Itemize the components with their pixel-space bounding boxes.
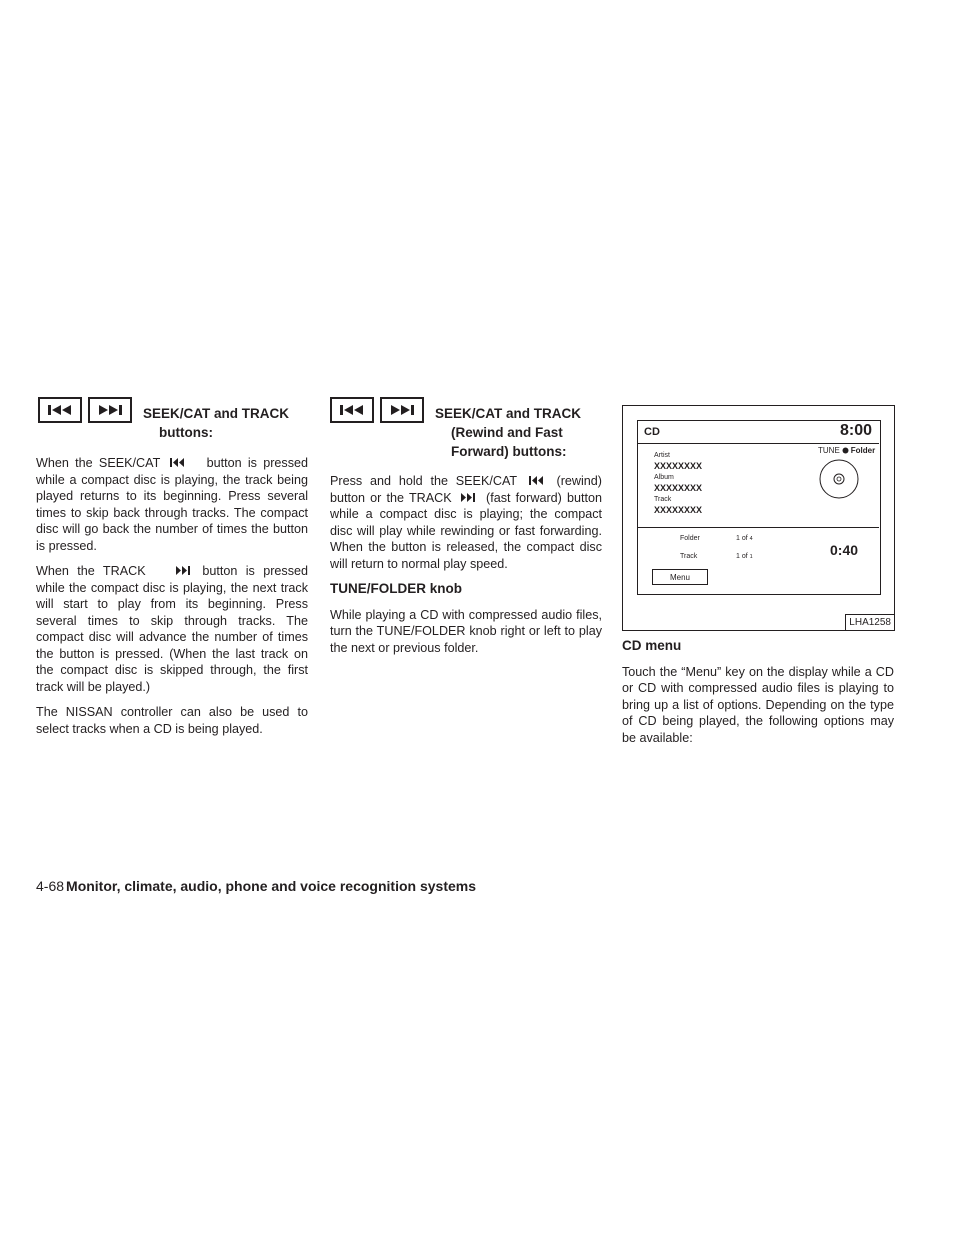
skip-previous-icon <box>168 457 198 468</box>
clock: 8:00 <box>839 422 872 439</box>
track-button-symbol <box>380 397 424 423</box>
col1-heading <box>143 404 289 442</box>
elapsed-time: 0:40 <box>830 542 859 558</box>
knob-icon <box>842 447 849 454</box>
col2-heading-line3: Forward) buttons: <box>451 444 567 459</box>
source-label: CD <box>644 426 660 438</box>
col2-paragraph-1: Press and hold the SEEK/CAT (rewind) button or the TRACK (fast forward) button while a compact disc is playing; the compact disc will play while rewinding or fast forwarding. When the button is released, the compact disc will return to normal play speed. <box>330 474 603 571</box>
figure-id: LHA1258 <box>845 614 894 630</box>
skip-next-icon <box>95 404 125 416</box>
skip-previous-icon <box>527 475 547 486</box>
skip-next-icon <box>156 565 192 576</box>
menu-button[interactable]: Menu <box>652 569 708 585</box>
col1-paragraph-3: The NISSAN controller can also be used to select tracks when a CD is being played. <box>36 705 308 736</box>
col2-body <box>330 473 602 665</box>
skip-next-icon <box>459 492 479 503</box>
track-row-value: 1 of 1 <box>736 553 753 560</box>
col2-heading <box>435 404 581 461</box>
disc-icon <box>818 458 860 500</box>
col2-heading-line2: (Rewind and Fast <box>451 425 563 440</box>
seek-cat-button-symbol <box>38 397 82 423</box>
track-row-label: Track <box>680 553 698 560</box>
page-footer <box>36 878 476 894</box>
skip-previous-icon <box>45 404 75 416</box>
seek-cat-button-symbol <box>330 397 374 423</box>
track-value: XXXXXXXX <box>654 505 703 515</box>
col1-paragraph-2: When the TRACK button is pressed while the compact disc is playing, the next track will start to play from its beginning. Press several times to skip through tracks. The compact disc will advance the number of times the button is pressed. (When the last track on the compact disc is skipped through, the first track will be played.) <box>36 564 309 694</box>
col3-paragraph-1: Touch the “Menu” key on the display while a CD or CD with compressed audio files is playing to bring up a list of options. Depending on the type of CD being played, the following options may be available: <box>622 664 894 745</box>
track-button-symbol <box>88 397 132 423</box>
skip-next-icon <box>387 404 417 416</box>
tune-folder-heading: TUNE/FOLDER knob <box>330 581 462 596</box>
col1-paragraph-1: When the SEEK/CAT button is pressed while a compact disc is playing, the track being played returns to its beginning. Press several times to skip back through tracks. The compact disc will go back the number of times the button is pressed. <box>36 456 309 553</box>
album-value: XXXXXXXX <box>654 483 703 493</box>
info-divider <box>638 527 879 528</box>
section-title: Monitor, climate, audio, phone and voice recognition systems <box>66 878 476 894</box>
skip-previous-icon <box>337 404 367 416</box>
col2-paragraph-2: While playing a CD with compressed audio files, turn the TUNE/FOLDER knob right or left to play the next or previous folder. <box>330 607 602 655</box>
col1-heading-line2: buttons: <box>159 425 213 440</box>
folder-row-label: Folder <box>680 535 700 542</box>
album-label: Album <box>654 474 674 481</box>
artist-label: Artist <box>654 452 670 459</box>
cd-screen-figure <box>622 405 895 631</box>
header-divider <box>638 443 879 444</box>
col3-body <box>622 638 894 755</box>
cd-menu-heading: CD menu <box>622 638 682 653</box>
cd-display-screen <box>637 420 881 595</box>
col1-heading-line1: SEEK/CAT and TRACK <box>143 406 290 421</box>
tune-folder-indicator: TUNE Folder <box>818 446 876 455</box>
page-number: 4-68 <box>36 878 65 894</box>
col1-body <box>36 455 308 746</box>
track-label: Track <box>654 496 672 503</box>
col2-heading-line1: SEEK/CAT and TRACK <box>435 406 582 421</box>
folder-row-value: 1 of 4 <box>736 535 753 542</box>
artist-value: XXXXXXXX <box>654 461 703 471</box>
